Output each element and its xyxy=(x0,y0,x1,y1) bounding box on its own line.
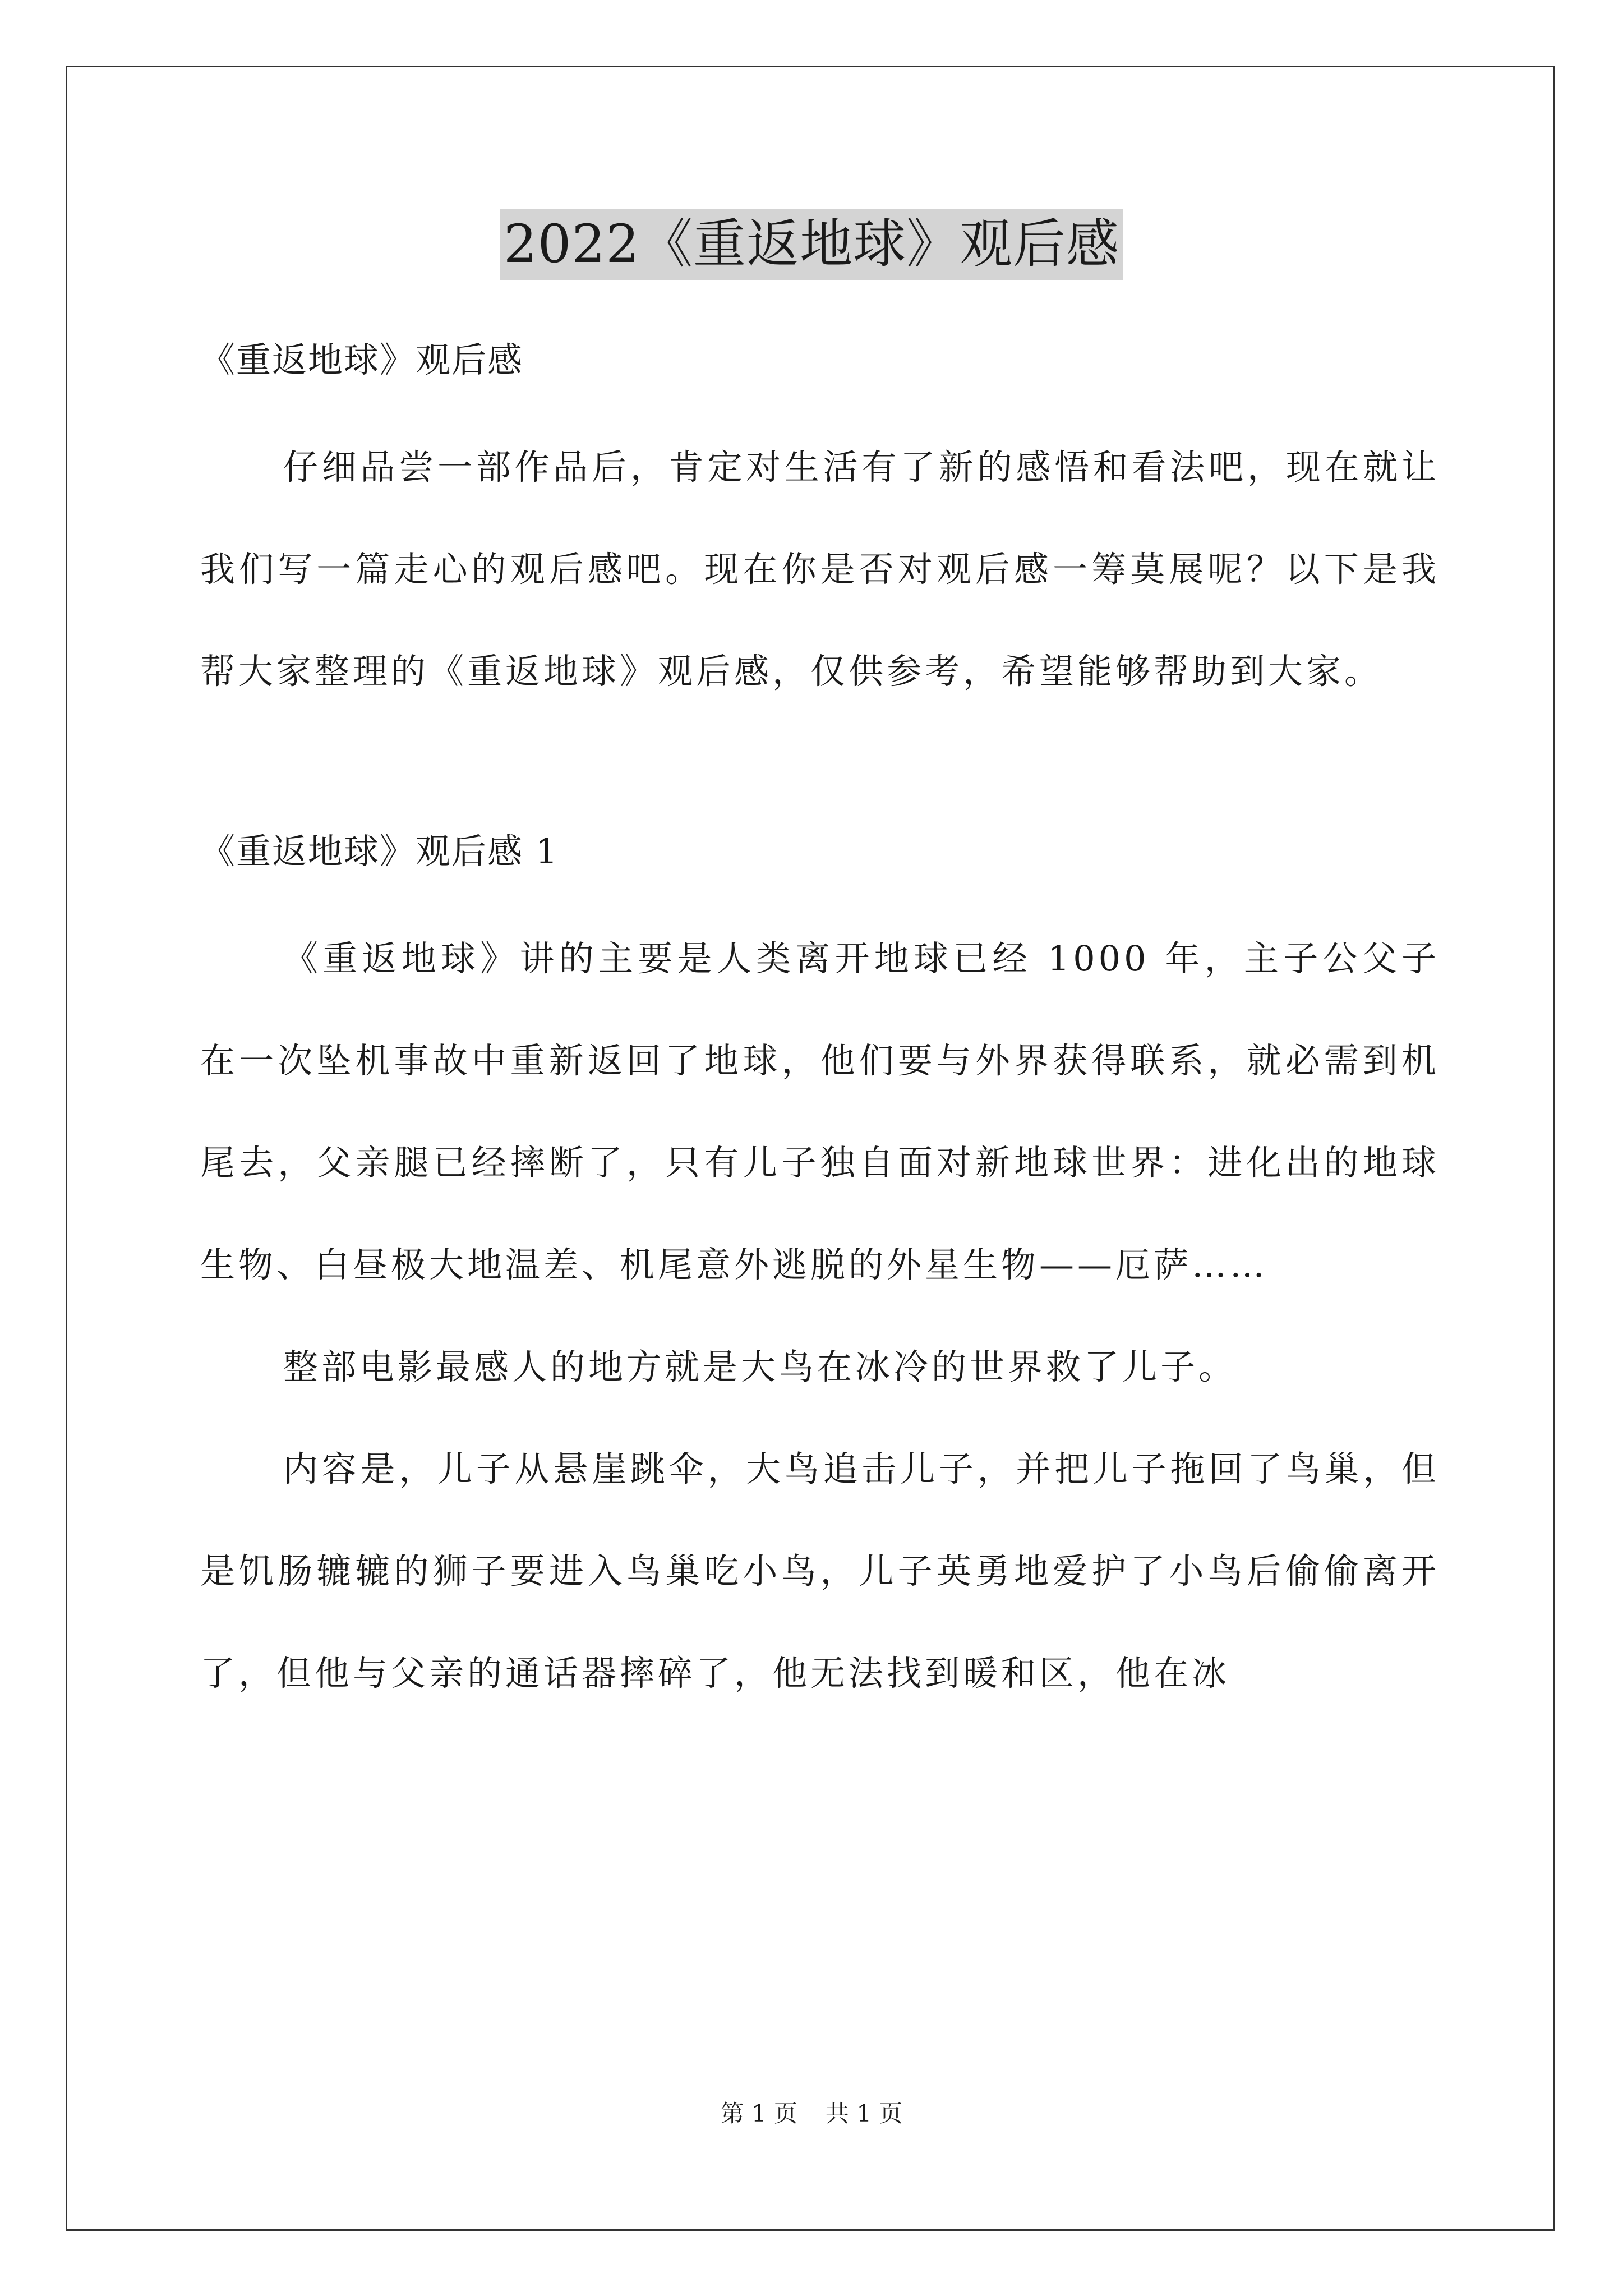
title-container xyxy=(0,209,1623,280)
document-body xyxy=(200,314,1440,1724)
paragraph-2[interactable]: 整部电影最感人的地方就是大鸟在冰冷的世界救了儿子。 xyxy=(283,1346,1237,1387)
document-title[interactable]: 2022《重返地球》观后感 xyxy=(500,209,1123,280)
section-heading[interactable]: 《重返地球》观后感 xyxy=(200,339,524,380)
page-total: 共 1 页 xyxy=(826,2100,903,2127)
page-number: 第 1 页 xyxy=(720,2100,797,2127)
paragraph-1[interactable]: 《重返地球》讲的主要是人类离开地球已经 1000 年，主子公父子在一次坠机事故中重新返回了地球，他们要与外界获得联系，就必需到机尾去，父亲腿已经摔断了，只有儿子独自面对新地球世界：进化出的地球生物、白昼极大地温差、机尾意外逃脱的外星生物——厄萨…… xyxy=(200,938,1440,1285)
essay-heading[interactable]: 《重返地球》观后感 1 xyxy=(200,831,559,872)
intro-paragraph[interactable]: 仔细品尝一部作品后，肯定对生活有了新的感悟和看法吧，现在就让我们写一篇走心的观后感吧。现在你是否对观后感一筹莫展呢？以下是我帮大家整理的《重返地球》观后感，仅供参考，希望能够帮助到大家。 xyxy=(200,447,1440,692)
page-footer xyxy=(0,2097,1623,2131)
paragraph-3[interactable]: 内容是，儿子从悬崖跳伞，大鸟追击儿子，并把儿子拖回了鸟巢，但是饥肠辘辘的狮子要进入鸟巢吃小鸟，儿子英勇地爱护了小鸟后偷偷离开了，但他与父亲的通话器摔碎了，他无法找到暖和区，他在冰 xyxy=(200,1448,1440,1694)
